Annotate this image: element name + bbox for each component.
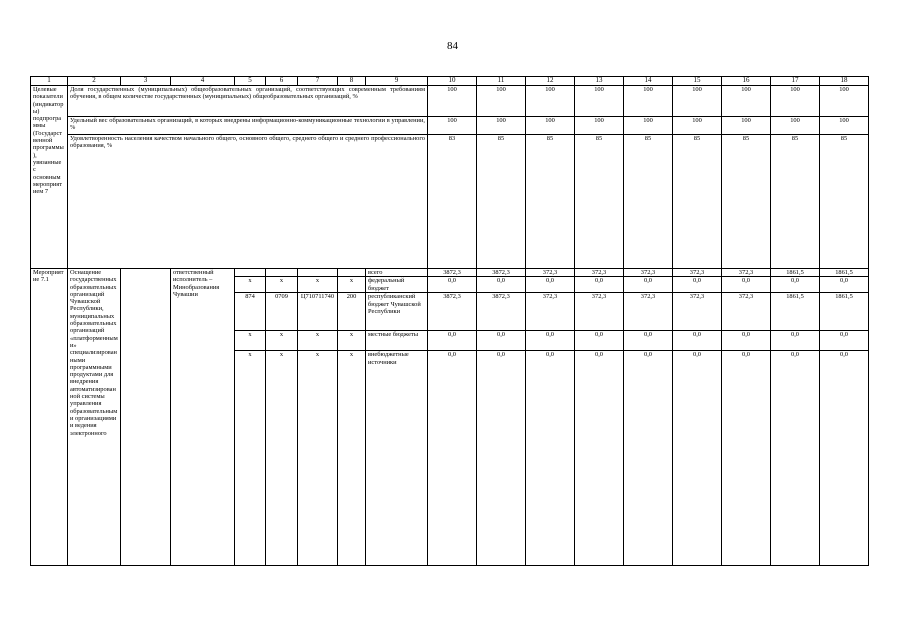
code-cell: x [338, 331, 366, 351]
measure-name: Оснащение государственных образовательных организаций Чувашской Республики, муниципальных образовательных организаций «платформенными» специализированными программными продуктами для внедрения автоматизированной системы управления образовательными организациями и ведения электронного [68, 269, 121, 566]
value-cell: 1861,5 [771, 269, 820, 277]
value-cell: 85 [575, 135, 624, 269]
code-cell: x [298, 331, 338, 351]
column-header: 5 [235, 77, 266, 86]
column-header: 2 [68, 77, 121, 86]
code-cell: Ц710711740 [298, 293, 338, 331]
value-cell: 100 [820, 86, 869, 117]
code-cell: x [266, 277, 298, 293]
value-cell: 85 [820, 135, 869, 269]
column-header: 11 [477, 77, 526, 86]
source-cell: федеральный бюджет [366, 277, 428, 293]
code-cell: 200 [338, 293, 366, 331]
value-cell: 100 [428, 86, 477, 117]
value-cell: 372,3 [526, 269, 575, 277]
indicator-row [31, 135, 869, 269]
source-cell: республиканский бюджет Чувашской Республики [366, 293, 428, 331]
indicator-text: Удовлетворенность населения качеством начального общего, основного общего, среднего общего и среднего профессионального образования, % [68, 135, 428, 269]
code-cell: x [338, 277, 366, 293]
value-cell: 0,0 [477, 331, 526, 351]
indicator-row [31, 117, 869, 135]
value-cell: 3872,3 [428, 269, 477, 277]
value-cell: 0,0 [575, 277, 624, 293]
value-cell: 0,0 [477, 277, 526, 293]
column-header: 6 [266, 77, 298, 86]
value-cell: 100 [673, 86, 722, 117]
value-cell: 100 [624, 117, 673, 135]
value-cell: 100 [820, 117, 869, 135]
empty-cell [121, 269, 171, 566]
value-cell: 0,0 [428, 331, 477, 351]
value-cell: 85 [477, 135, 526, 269]
value-cell: 3872,3 [477, 293, 526, 331]
value-cell: 372,3 [673, 293, 722, 331]
column-header: 8 [338, 77, 366, 86]
value-cell: 0,0 [526, 351, 575, 566]
value-cell: 0,0 [428, 277, 477, 293]
value-cell: 1861,5 [820, 269, 869, 277]
value-cell: 372,3 [575, 269, 624, 277]
code-cell: x [266, 351, 298, 566]
value-cell: 0,0 [526, 331, 575, 351]
value-cell: 1861,5 [820, 293, 869, 331]
value-cell: 372,3 [575, 293, 624, 331]
value-cell: 0,0 [722, 351, 771, 566]
value-cell: 100 [722, 117, 771, 135]
value-cell: 100 [673, 117, 722, 135]
column-header: 1 [31, 77, 68, 86]
column-header: 15 [673, 77, 722, 86]
code-cell [235, 269, 266, 277]
value-cell: 100 [477, 117, 526, 135]
code-cell [338, 269, 366, 277]
value-cell: 372,3 [624, 293, 673, 331]
value-cell: 0,0 [820, 351, 869, 566]
value-cell: 85 [722, 135, 771, 269]
value-cell: 85 [526, 135, 575, 269]
target-label: Целевые показатели (индикаторы) подпрограммы (Государственной программы), увязанные с основным мероприятием 7 [31, 86, 68, 269]
indicator-row [31, 86, 869, 117]
code-cell: x [298, 351, 338, 566]
value-cell: 0,0 [428, 351, 477, 566]
measure-label: Мероприятие 7.1 [31, 269, 68, 566]
value-cell: 0,0 [575, 351, 624, 566]
value-cell: 0,0 [624, 351, 673, 566]
column-header: 12 [526, 77, 575, 86]
value-cell: 372,3 [673, 269, 722, 277]
value-cell: 1861,5 [771, 293, 820, 331]
column-header: 9 [366, 77, 428, 86]
value-cell: 85 [771, 135, 820, 269]
code-cell [266, 269, 298, 277]
column-header: 16 [722, 77, 771, 86]
value-cell: 372,3 [526, 293, 575, 331]
value-cell: 100 [575, 86, 624, 117]
value-cell: 100 [526, 86, 575, 117]
code-cell [298, 269, 338, 277]
value-cell: 100 [722, 86, 771, 117]
indicator-text: Доля государственных (муниципальных) общеобразовательных организаций, соответствующих современным требованиям обучения, в общем количестве государственных (муниципальных) общеобразовательных организаций, % [68, 86, 428, 117]
value-cell: 100 [771, 86, 820, 117]
value-cell: 0,0 [673, 351, 722, 566]
value-cell: 100 [771, 117, 820, 135]
value-cell: 0,0 [673, 331, 722, 351]
code-cell: x [235, 351, 266, 566]
value-cell: 0,0 [722, 331, 771, 351]
header-row [31, 77, 869, 86]
value-cell: 0,0 [771, 277, 820, 293]
code-cell: 0709 [266, 293, 298, 331]
value-cell: 0,0 [820, 331, 869, 351]
column-header: 18 [820, 77, 869, 86]
value-cell: 0,0 [820, 277, 869, 293]
value-cell: 3872,3 [428, 293, 477, 331]
value-cell: 0,0 [477, 351, 526, 566]
column-header: 4 [171, 77, 235, 86]
column-header: 13 [575, 77, 624, 86]
value-cell: 0,0 [624, 277, 673, 293]
value-cell: 372,3 [624, 269, 673, 277]
value-cell: 372,3 [722, 293, 771, 331]
column-header: 7 [298, 77, 338, 86]
value-cell: 100 [428, 117, 477, 135]
value-cell: 0,0 [722, 277, 771, 293]
value-cell: 100 [526, 117, 575, 135]
value-cell: 372,3 [722, 269, 771, 277]
source-cell: внебюджетные источники [366, 351, 428, 566]
funding-row [31, 269, 869, 277]
source-cell: местные бюджеты [366, 331, 428, 351]
code-cell: x [235, 277, 266, 293]
code-cell: x [266, 331, 298, 351]
column-header: 17 [771, 77, 820, 86]
indicator-text: Удельный вес образовательных организаций, в которых внедрены информационно-коммуникационные технологии в управлении, % [68, 117, 428, 135]
column-header: 3 [121, 77, 171, 86]
code-cell: x [338, 351, 366, 566]
value-cell: 100 [575, 117, 624, 135]
column-header: 10 [428, 77, 477, 86]
value-cell: 0,0 [771, 351, 820, 566]
value-cell: 83 [428, 135, 477, 269]
value-cell: 0,0 [526, 277, 575, 293]
column-header: 14 [624, 77, 673, 86]
measure-executor: ответственный исполнитель – Минобразования Чувашии [171, 269, 235, 566]
value-cell: 0,0 [771, 331, 820, 351]
value-cell: 0,0 [673, 277, 722, 293]
source-cell: всего [366, 269, 428, 277]
page-number: 84 [447, 40, 458, 52]
code-cell: x [235, 331, 266, 351]
value-cell: 85 [673, 135, 722, 269]
value-cell: 100 [624, 86, 673, 117]
code-cell: x [298, 277, 338, 293]
value-cell: 0,0 [575, 331, 624, 351]
value-cell: 0,0 [624, 331, 673, 351]
value-cell: 3872,3 [477, 269, 526, 277]
value-cell: 100 [477, 86, 526, 117]
program-table [30, 76, 869, 566]
code-cell: 874 [235, 293, 266, 331]
value-cell: 85 [624, 135, 673, 269]
